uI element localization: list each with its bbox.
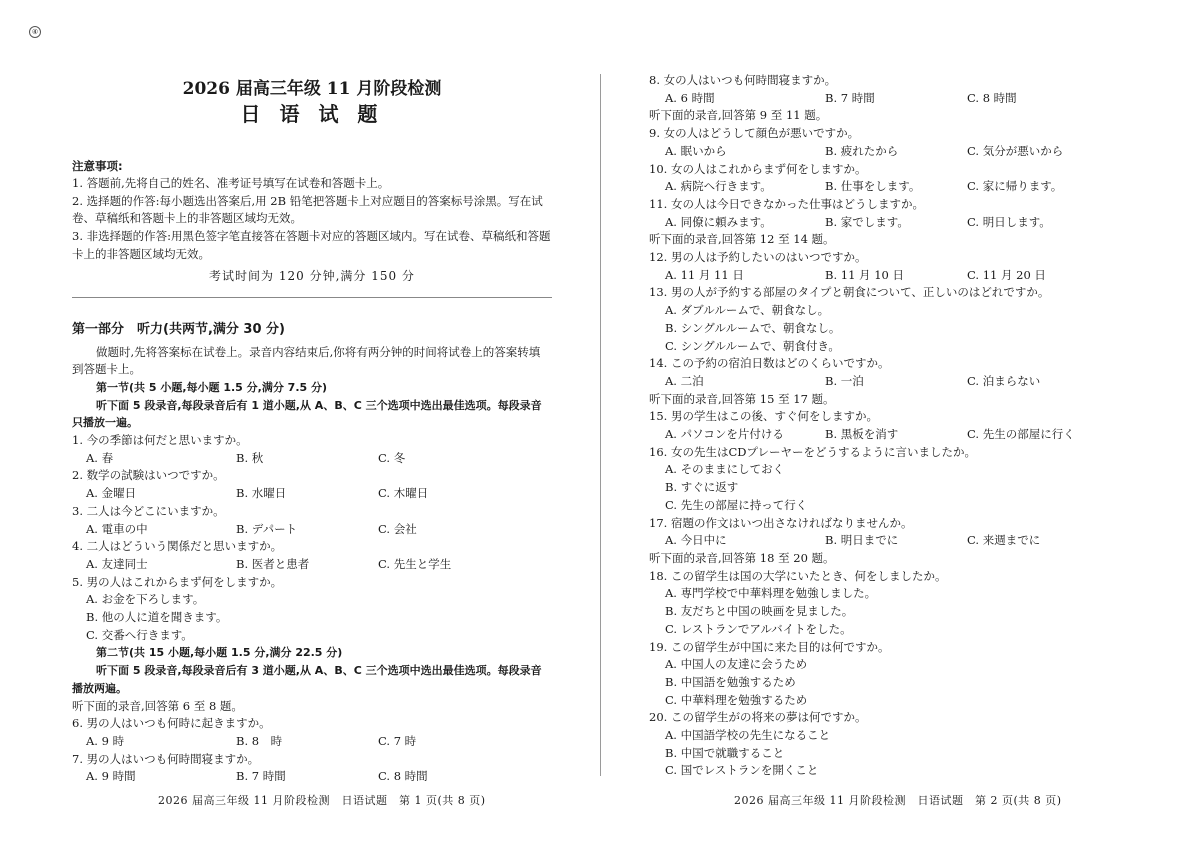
part-1-intro-cont: 到答题卡上。 bbox=[72, 362, 141, 377]
question-2: 2. 数学の試験はいつですか。 bbox=[72, 468, 225, 483]
question-14: 14. この予約の宿泊日数はどのくらいですか。 bbox=[649, 356, 890, 371]
question-6: 6. 男の人はいつも何時に起きますか。 bbox=[72, 716, 271, 731]
option-c: C. 11 月 20 日 bbox=[967, 267, 1046, 282]
question-5-option-c: C. 交番へ行きます。 bbox=[86, 627, 193, 642]
part-1-intro: 做题时,先将答案标在试卷上。录音内容结束后,你将有两分钟的时间将试卷上的答案转填 bbox=[96, 344, 541, 359]
question-17: 17. 宿題の作文はいつ出さなければなりませんか。 bbox=[649, 515, 913, 530]
question-15-options bbox=[649, 426, 1109, 444]
question-6-options bbox=[72, 733, 552, 751]
question-7: 7. 男の人はいつも何時間寝ますか。 bbox=[72, 751, 260, 766]
option-a: A. 9 時間 bbox=[86, 769, 136, 784]
question-13-option-b: B. シングルルームで、朝食なし。 bbox=[665, 320, 841, 335]
question-18-option-b: B. 友だちと中国の映画を見ました。 bbox=[665, 604, 854, 619]
option-b: B. 家でします。 bbox=[825, 214, 909, 229]
question-13: 13. 男の人が予約する部屋のタイプと朝食について、正しいのはどれですか。 bbox=[649, 285, 1050, 300]
question-7-options bbox=[72, 768, 552, 786]
question-13-option-a: A. ダブルルームで、朝食なし。 bbox=[665, 303, 830, 318]
section-2-title: 第二节(共 15 小题,每小题 1.5 分,满分 22.5 分) bbox=[96, 646, 343, 660]
option-b: B. 黒板を消す bbox=[825, 427, 899, 442]
question-12-options bbox=[649, 267, 1109, 285]
page-footer-1: 2026 届高三年级 11 月阶段检测 日语试题 第 1 页(共 8 页) bbox=[158, 794, 486, 807]
column-divider bbox=[600, 74, 601, 776]
option-a: A. 今日中に bbox=[665, 533, 727, 548]
question-16: 16. 女の先生はCDプレーヤーをどうするように言いましたか。 bbox=[649, 444, 977, 459]
option-a: A. 11 月 11 日 bbox=[665, 267, 744, 282]
question-3: 3. 二人は今どこにいますか。 bbox=[72, 503, 225, 518]
corner-mark-icon: ④ bbox=[29, 26, 41, 38]
option-a: A. 金曜日 bbox=[86, 486, 137, 501]
option-c: C. 先生と学生 bbox=[378, 556, 452, 571]
question-16-option-a: A. そのままにしておく bbox=[665, 462, 785, 477]
question-9: 9. 女の人はどうして顔色が悪いですか。 bbox=[649, 126, 860, 141]
listen-instruction-12-14: 听下面的录音,回答第 12 至 14 题。 bbox=[649, 232, 835, 247]
option-c: C. 泊まらない bbox=[967, 373, 1041, 388]
option-c: C. 冬 bbox=[378, 450, 406, 465]
question-14-options bbox=[649, 373, 1109, 391]
question-20: 20. この留学生がの将来の夢は何ですか。 bbox=[649, 710, 867, 725]
section-1-instructions-cont: 只播放一遍。 bbox=[72, 416, 138, 430]
option-c: C. 先生の部屋に行く bbox=[967, 427, 1075, 442]
question-4: 4. 二人はどういう関係だと思いますか。 bbox=[72, 539, 283, 554]
option-c: C. 会社 bbox=[378, 521, 417, 536]
section-1-title: 第一节(共 5 小题,每小题 1.5 分,满分 7.5 分) bbox=[96, 380, 328, 394]
question-9-options bbox=[649, 143, 1109, 161]
option-c: C. 8 時間 bbox=[967, 90, 1017, 105]
option-c: C. 8 時間 bbox=[378, 769, 428, 784]
note-item-3: 3. 非选择题的作答:用黑色签字笔直接答在答题卡对应的答题区域内。写在试卷、草稿纸和答题 bbox=[72, 229, 551, 244]
question-8: 8. 女の人はいつも何時間寝ますか。 bbox=[649, 73, 837, 87]
option-b: B. 秋 bbox=[236, 450, 264, 465]
question-16-option-c: C. 先生の部屋に持って行く bbox=[665, 497, 808, 512]
question-15: 15. 男の学生はこの後、すぐ何をしますか。 bbox=[649, 409, 878, 424]
option-b: B. 8 時 bbox=[236, 733, 283, 748]
subject-title: 日 语 试 题 bbox=[240, 102, 384, 126]
note-item-2: 2. 选择题的作答:每小题选出答案后,用 2B 铅笔把答题卡上对应题目的答案标号涂黑。写在试 bbox=[72, 193, 543, 208]
question-17-options bbox=[649, 532, 1109, 550]
question-11-options bbox=[649, 214, 1109, 232]
option-a: A. 電車の中 bbox=[86, 521, 148, 536]
page-1 bbox=[72, 72, 552, 786]
option-c: C. 木曜日 bbox=[378, 486, 429, 501]
note-item-2-cont: 卷、草稿纸和答题卡上的非答题区域均无效。 bbox=[72, 211, 302, 226]
question-19-option-b: B. 中国語を勉強するため bbox=[665, 674, 796, 689]
question-19-option-c: C. 中華料理を勉強するため bbox=[665, 692, 808, 707]
option-b: B. 水曜日 bbox=[236, 486, 287, 501]
question-20-option-c: C. 国でレストランを開くこと bbox=[665, 763, 819, 778]
question-12: 12. 男の人は予約したいのはいつですか。 bbox=[649, 250, 867, 265]
option-a: A. 二泊 bbox=[665, 373, 704, 388]
question-16-option-b: B. すぐに返す bbox=[665, 480, 739, 495]
question-18-option-c: C. レストランでアルバイトをした。 bbox=[665, 621, 852, 636]
note-item-3-cont: 卡上的非答题区域均无效。 bbox=[72, 246, 210, 261]
exam-title: 2026 届高三年级 11 月阶段检测 bbox=[182, 79, 442, 99]
option-b: B. 疲れたから bbox=[825, 143, 899, 158]
option-a: A. 同僚に頼みます。 bbox=[665, 214, 772, 229]
option-a: A. 友達同士 bbox=[86, 556, 148, 571]
question-20-option-a: A. 中国語学校の先生になること bbox=[665, 728, 831, 743]
question-5-option-a: A. お金を下ろします。 bbox=[86, 592, 205, 607]
note-item-1: 1. 答题前,先将自己的姓名、准考证号填写在试卷和答题卡上。 bbox=[72, 176, 390, 190]
question-5-option-b: B. 他の人に道を聞きます。 bbox=[86, 610, 228, 625]
option-a: A. 眠いから bbox=[665, 143, 727, 158]
question-1: 1. 今の季節は何だと思いますか。 bbox=[72, 433, 248, 448]
option-c: C. 7 時 bbox=[378, 733, 417, 748]
question-18: 18. この留学生は国の大学にいたとき、何をしましたか。 bbox=[649, 568, 947, 583]
question-10: 10. 女の人はこれからまず何をしますか。 bbox=[649, 161, 867, 176]
option-b: B. 医者と患者 bbox=[236, 556, 310, 571]
option-a: A. パソコンを片付ける bbox=[665, 427, 784, 442]
question-1-options bbox=[72, 450, 552, 468]
part-1-title: 第一部分 听力(共两节,满分 30 分) bbox=[72, 321, 285, 337]
question-5: 5. 男の人はこれからまず何をしますか。 bbox=[72, 574, 283, 589]
question-19-option-a: A. 中国人の友達に会うため bbox=[665, 657, 808, 672]
option-b: B. 仕事をします。 bbox=[825, 179, 921, 194]
notes-heading: 注意事项: bbox=[72, 159, 123, 173]
question-4-options bbox=[72, 556, 552, 574]
question-10-options bbox=[649, 178, 1109, 196]
question-13-option-c: C. シングルルームで、朝食付き。 bbox=[665, 338, 840, 353]
option-a: A. 病院へ行きます。 bbox=[665, 179, 772, 194]
section-1-instructions: 听下面 5 段录音,每段录音后有 1 道小题,从 A、B、C 三个选项中选出最佳选项。每段录音 bbox=[96, 398, 542, 412]
listen-instruction-6-8: 听下面的录音,回答第 6 至 8 题。 bbox=[72, 698, 243, 713]
section-rule bbox=[72, 297, 552, 298]
listen-instruction-15-17: 听下面的录音,回答第 15 至 17 题。 bbox=[649, 391, 835, 406]
page-2 bbox=[649, 72, 1109, 780]
option-b: B. 11 月 10 日 bbox=[825, 267, 904, 282]
section-2-instructions: 听下面 5 段录音,每段录音后有 3 道小题,从 A、B、C 三个选项中选出最佳选项。每段录音 bbox=[96, 664, 542, 678]
option-b: B. 7 時間 bbox=[825, 90, 875, 105]
question-20-option-b: B. 中国で就職すること bbox=[665, 745, 785, 760]
option-b: B. デパート bbox=[236, 521, 298, 536]
section-2-instructions-cont: 播放两遍。 bbox=[72, 681, 127, 695]
page-footer-2: 2026 届高三年级 11 月阶段检测 日语试题 第 2 页(共 8 页) bbox=[734, 794, 1062, 807]
option-c: C. 気分が悪いから bbox=[967, 143, 1064, 158]
option-b: B. 一泊 bbox=[825, 373, 864, 388]
option-b: B. 7 時間 bbox=[236, 769, 286, 784]
question-8-options bbox=[649, 90, 1109, 108]
option-a: A. 6 時間 bbox=[665, 90, 715, 105]
option-a: A. 春 bbox=[86, 450, 114, 465]
option-b: B. 明日までに bbox=[825, 533, 899, 548]
option-a: A. 9 時 bbox=[86, 733, 125, 748]
question-2-options bbox=[72, 485, 552, 503]
question-11: 11. 女の人は今日できなかった仕事はどうしますか。 bbox=[649, 196, 924, 211]
option-c: C. 来週までに bbox=[967, 533, 1041, 548]
option-c: C. 家に帰ります。 bbox=[967, 179, 1063, 194]
question-19: 19. この留学生が中国に来た目的は何ですか。 bbox=[649, 639, 890, 654]
exam-time: 考试时间为 120 分钟,满分 150 分 bbox=[209, 268, 415, 283]
question-18-option-a: A. 専門学校で中華料理を勉強しました。 bbox=[665, 586, 877, 601]
listen-instruction-18-20: 听下面的录音,回答第 18 至 20 题。 bbox=[649, 550, 835, 565]
question-3-options bbox=[72, 521, 552, 539]
listen-instruction-9-11: 听下面的录音,回答第 9 至 11 题。 bbox=[649, 108, 828, 123]
option-c: C. 明日します。 bbox=[967, 214, 1051, 229]
